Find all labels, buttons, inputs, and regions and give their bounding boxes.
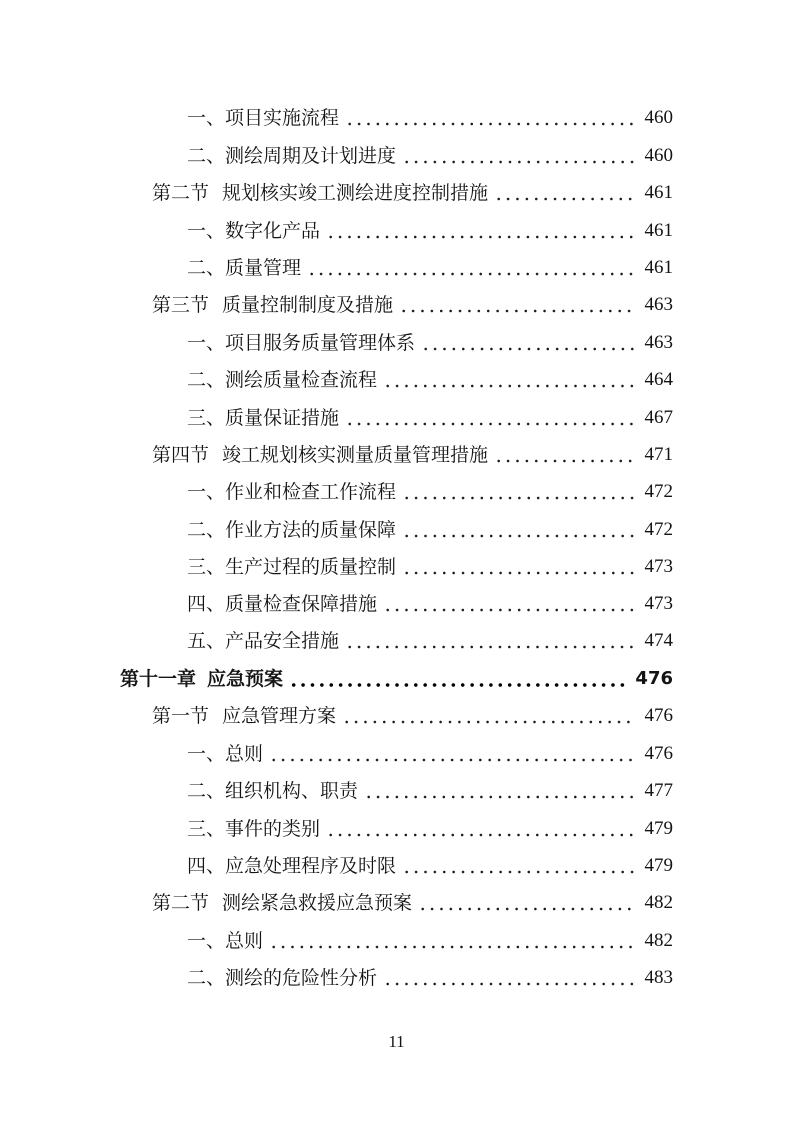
entry-title: 测绘质量检查流程 — [225, 369, 378, 391]
entry-number: 一、 — [187, 743, 226, 765]
entry-page-number: 473 — [644, 593, 673, 614]
entry-number: 一、 — [187, 332, 226, 354]
entry-page-number: 471 — [644, 444, 673, 465]
entry-number: 一、 — [187, 220, 226, 242]
section-title: 应急管理方案 — [222, 705, 337, 727]
entry-title: 质量管理 — [225, 257, 302, 279]
entry-page-number: 482 — [644, 892, 673, 913]
entry-number: 五、 — [187, 630, 226, 652]
entry-title: 生产过程的质量控制 — [225, 556, 397, 578]
entry-number: 三、 — [187, 818, 226, 840]
entry-page-number: 477 — [644, 780, 673, 801]
entry-number: 二、 — [187, 967, 226, 989]
entry-number: 二、 — [187, 369, 226, 391]
entry-number: 四、 — [187, 855, 226, 877]
toc-entry — [187, 480, 673, 504]
dot-leader — [494, 458, 636, 464]
section-number: 第三节 — [152, 294, 210, 316]
section-title: 规划核实竣工测绘进度控制措施 — [222, 182, 489, 204]
dot-leader — [269, 757, 636, 763]
entry-page-number: 479 — [644, 855, 673, 876]
toc-entry — [187, 331, 673, 355]
dot-leader — [345, 644, 636, 650]
section-title: 质量控制制度及措施 — [222, 294, 394, 316]
entry-page-number: 464 — [644, 369, 673, 390]
dot-leader — [383, 981, 636, 987]
entry-title: 测绘周期及计划进度 — [225, 145, 397, 167]
toc-section-entry — [152, 704, 673, 728]
entry-page-number: 463 — [644, 294, 673, 315]
toc-entry — [187, 555, 673, 579]
toc-entry — [187, 629, 673, 653]
toc-entry — [187, 256, 673, 280]
entry-title: 事件的类别 — [225, 818, 321, 840]
entry-title: 作业方法的质量保障 — [225, 519, 397, 541]
entry-number: 一、 — [187, 930, 226, 952]
entry-number: 三、 — [187, 556, 226, 578]
section-title: 测绘紧急救援应急预案 — [222, 892, 413, 914]
entry-number: 一、 — [187, 107, 226, 129]
entry-page-number: 479 — [644, 818, 673, 839]
entry-page-number: 467 — [644, 407, 673, 428]
section-number: 第二节 — [152, 892, 210, 914]
toc-entry — [187, 368, 673, 392]
toc-section-entry — [152, 181, 673, 205]
entry-number: 二、 — [187, 780, 226, 802]
dot-leader — [402, 570, 636, 576]
dot-leader — [399, 308, 636, 314]
entry-page-number: 482 — [644, 930, 673, 951]
entry-page-number: 460 — [644, 107, 673, 128]
entry-title: 总则 — [225, 930, 264, 952]
dot-leader — [402, 533, 636, 539]
toc-entry — [187, 406, 673, 430]
toc-entry — [187, 779, 673, 803]
entry-title: 质量检查保障措施 — [225, 593, 378, 615]
dot-leader — [418, 906, 636, 912]
section-number: 第四节 — [152, 444, 210, 466]
entry-page-number: 461 — [644, 220, 673, 241]
toc-entry — [187, 106, 673, 130]
entry-page-number: 476 — [635, 668, 673, 689]
dot-leader — [402, 869, 636, 875]
entry-number: 一、 — [187, 481, 226, 503]
dot-leader — [364, 794, 636, 800]
toc-entry — [187, 854, 673, 878]
entry-title: 项目服务质量管理体系 — [225, 332, 416, 354]
entry-page-number: 460 — [644, 145, 673, 166]
entry-page-number: 463 — [644, 332, 673, 353]
entry-page-number: 461 — [644, 257, 673, 278]
entry-page-number: 461 — [644, 182, 673, 203]
toc-section-entry — [152, 443, 673, 467]
entry-title: 总则 — [225, 743, 264, 765]
entry-page-number: 474 — [644, 630, 673, 651]
toc-chapter-entry — [120, 667, 673, 691]
entry-title: 项目实施流程 — [225, 107, 340, 129]
toc-section-entry — [152, 891, 673, 915]
dot-leader — [421, 346, 636, 352]
entry-title: 组织机构、职责 — [225, 780, 359, 802]
chapter-title: 应急预案 — [207, 668, 284, 690]
dot-leader — [383, 607, 636, 613]
entry-title: 产品安全措施 — [225, 630, 340, 652]
page-footer-number: 11 — [388, 1032, 405, 1051]
entry-title: 应急处理程序及时限 — [225, 855, 397, 877]
toc-section-entry — [152, 293, 673, 317]
dot-leader — [494, 196, 636, 202]
dot-leader — [383, 383, 636, 389]
toc-entry — [187, 592, 673, 616]
entry-page-number: 483 — [644, 967, 673, 988]
entry-number: 二、 — [187, 145, 226, 167]
section-title: 竣工规划核实测量质量管理措施 — [222, 444, 489, 466]
toc-entry — [187, 966, 673, 990]
entry-page-number: 472 — [644, 481, 673, 502]
dot-leader — [402, 495, 636, 501]
dot-leader — [326, 234, 636, 240]
toc-entry — [187, 144, 673, 168]
toc-entry — [187, 518, 673, 542]
entry-title: 测绘的危险性分析 — [225, 967, 378, 989]
toc-entry — [187, 219, 673, 243]
chapter-number: 第十一章 — [120, 668, 197, 690]
section-number: 第一节 — [152, 705, 210, 727]
dot-leader — [342, 719, 636, 725]
entry-title: 质量保证措施 — [225, 407, 340, 429]
dot-leader — [345, 421, 636, 427]
toc-entry — [187, 817, 673, 841]
entry-page-number: 476 — [644, 743, 673, 764]
entry-number: 四、 — [187, 593, 226, 615]
toc-entry — [187, 929, 673, 953]
entry-number: 二、 — [187, 257, 226, 279]
entry-title: 作业和检查工作流程 — [225, 481, 397, 503]
toc-entry — [187, 742, 673, 766]
dot-leader — [307, 271, 636, 277]
section-number: 第二节 — [152, 182, 210, 204]
entry-number: 二、 — [187, 519, 226, 541]
dot-leader — [402, 159, 636, 165]
entry-number: 三、 — [187, 407, 226, 429]
dot-leader — [326, 832, 636, 838]
dot-leader — [269, 944, 636, 950]
dot-leader — [345, 121, 636, 127]
entry-title: 数字化产品 — [225, 220, 321, 242]
entry-page-number: 476 — [644, 705, 673, 726]
entry-page-number: 473 — [644, 556, 673, 577]
dot-leader — [289, 682, 628, 688]
entry-page-number: 472 — [644, 519, 673, 540]
